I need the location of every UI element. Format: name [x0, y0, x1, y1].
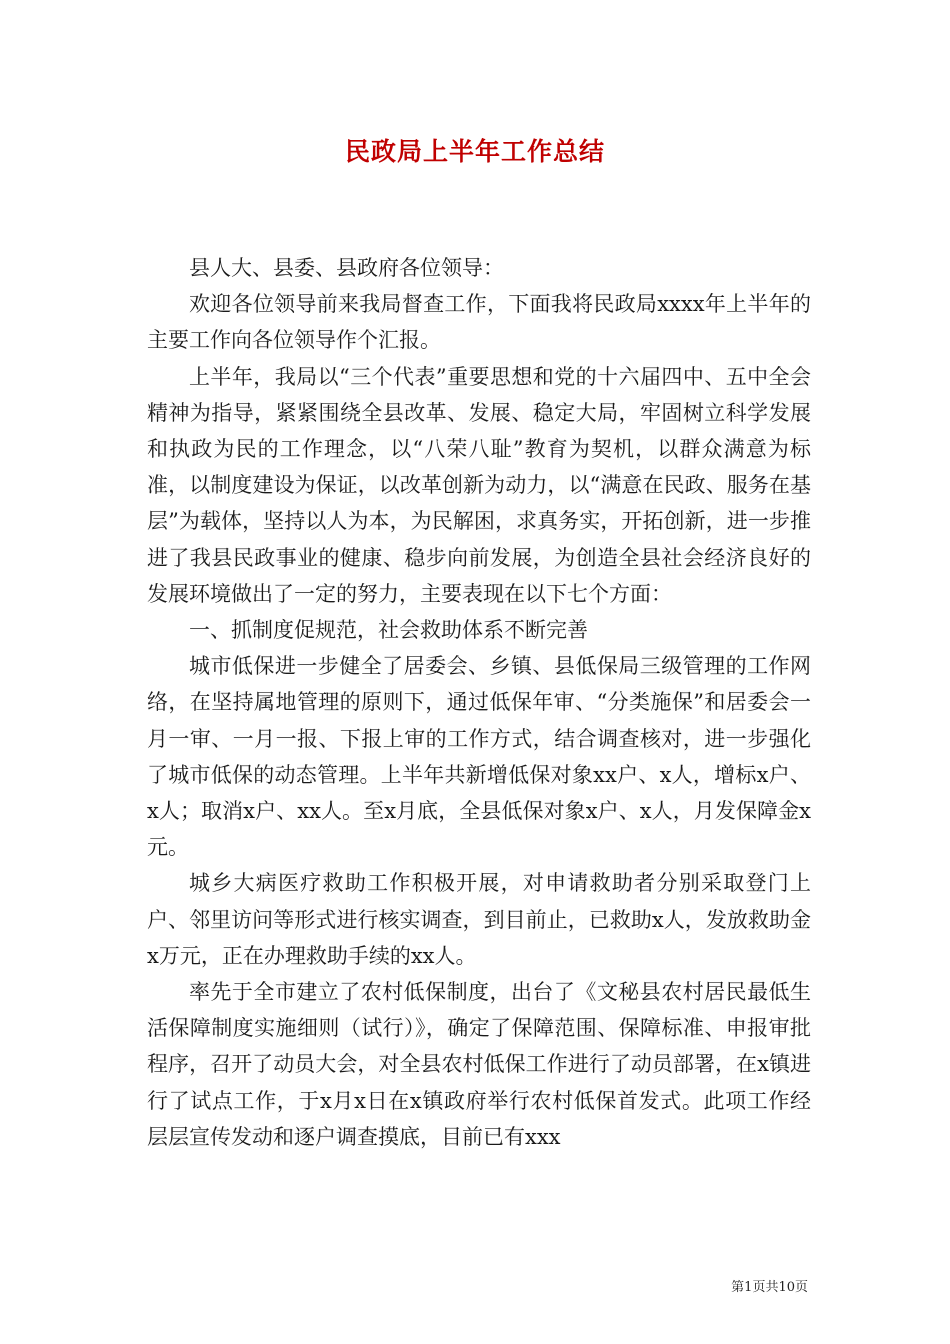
document-title: 民政局上半年工作总结	[344, 137, 605, 166]
urban-subsidy-paragraph: 城市低保进一步健全了居委会、乡镇、县低保局三级管理的工作网络，在坚持属地管理的原则下，通过低保年审、“分类施保”和居委会一月一审、一月一报、下报上审的工作方式，结合调查核对，进一步强化了城市低保的动态管理。上半年共新增低保对象xx户、x人，增标x户、x人；取消x户、xx人。至x月底，全县低保对象x户、x人，月发保障金x元。	[147, 654, 811, 860]
section-heading-1: 一、抓制度促规范，社会救助体系不断完善	[189, 618, 588, 643]
document-body	[147, 250, 811, 1155]
page-number: 第1页共10页	[731, 1280, 808, 1295]
medical-aid-paragraph: 城乡大病医疗救助工作积极开展，对申请救助者分别采取登门上户、邻里访问等形式进行核实调查，到目前止，已救助x人，发放救助金x万元，正在办理救助手续的xx人。	[147, 871, 811, 968]
overview-paragraph: 上半年，我局以“三个代表”重要思想和党的十六届四中、五中全会精神为指导，紧紧围绕全县改革、发展、稳定大局，牢固树立科学发展和执政为民的工作理念，以“八荣八耻”教育为契机，以群众满意为标准，以制度建设为保证，以改革创新为动力，以“满意在民政、服务在基层”为载体，坚持以人为本，为民解困，求真务实，开拓创新，进一步推进了我县民政事业的健康、稳步向前发展，为创造全县社会经济良好的发展环境做出了一定的努力，主要表现在以下七个方面：	[147, 364, 811, 606]
salutation-paragraph: 县人大、县委、县政府各位领导：	[189, 256, 504, 280]
rural-subsidy-paragraph: 率先于全市建立了农村低保制度，出台了《文秘县农村居民最低生活保障制度实施细则（试行）》，确定了保障范围、保障标准、申报审批程序，召开了动员大会，对全县农村低保工作进行了动员部署，在x镇进行了试点工作，于x月x日在x镇政府举行农村低保首发式。此项工作经层层宣传发动和逐户调查摸底，目前已有xxx	[147, 980, 811, 1149]
intro-paragraph: 欢迎各位领导前来我局督查工作，下面我将民政局xxxx年上半年的主要工作向各位领导作个汇报。	[147, 292, 811, 353]
